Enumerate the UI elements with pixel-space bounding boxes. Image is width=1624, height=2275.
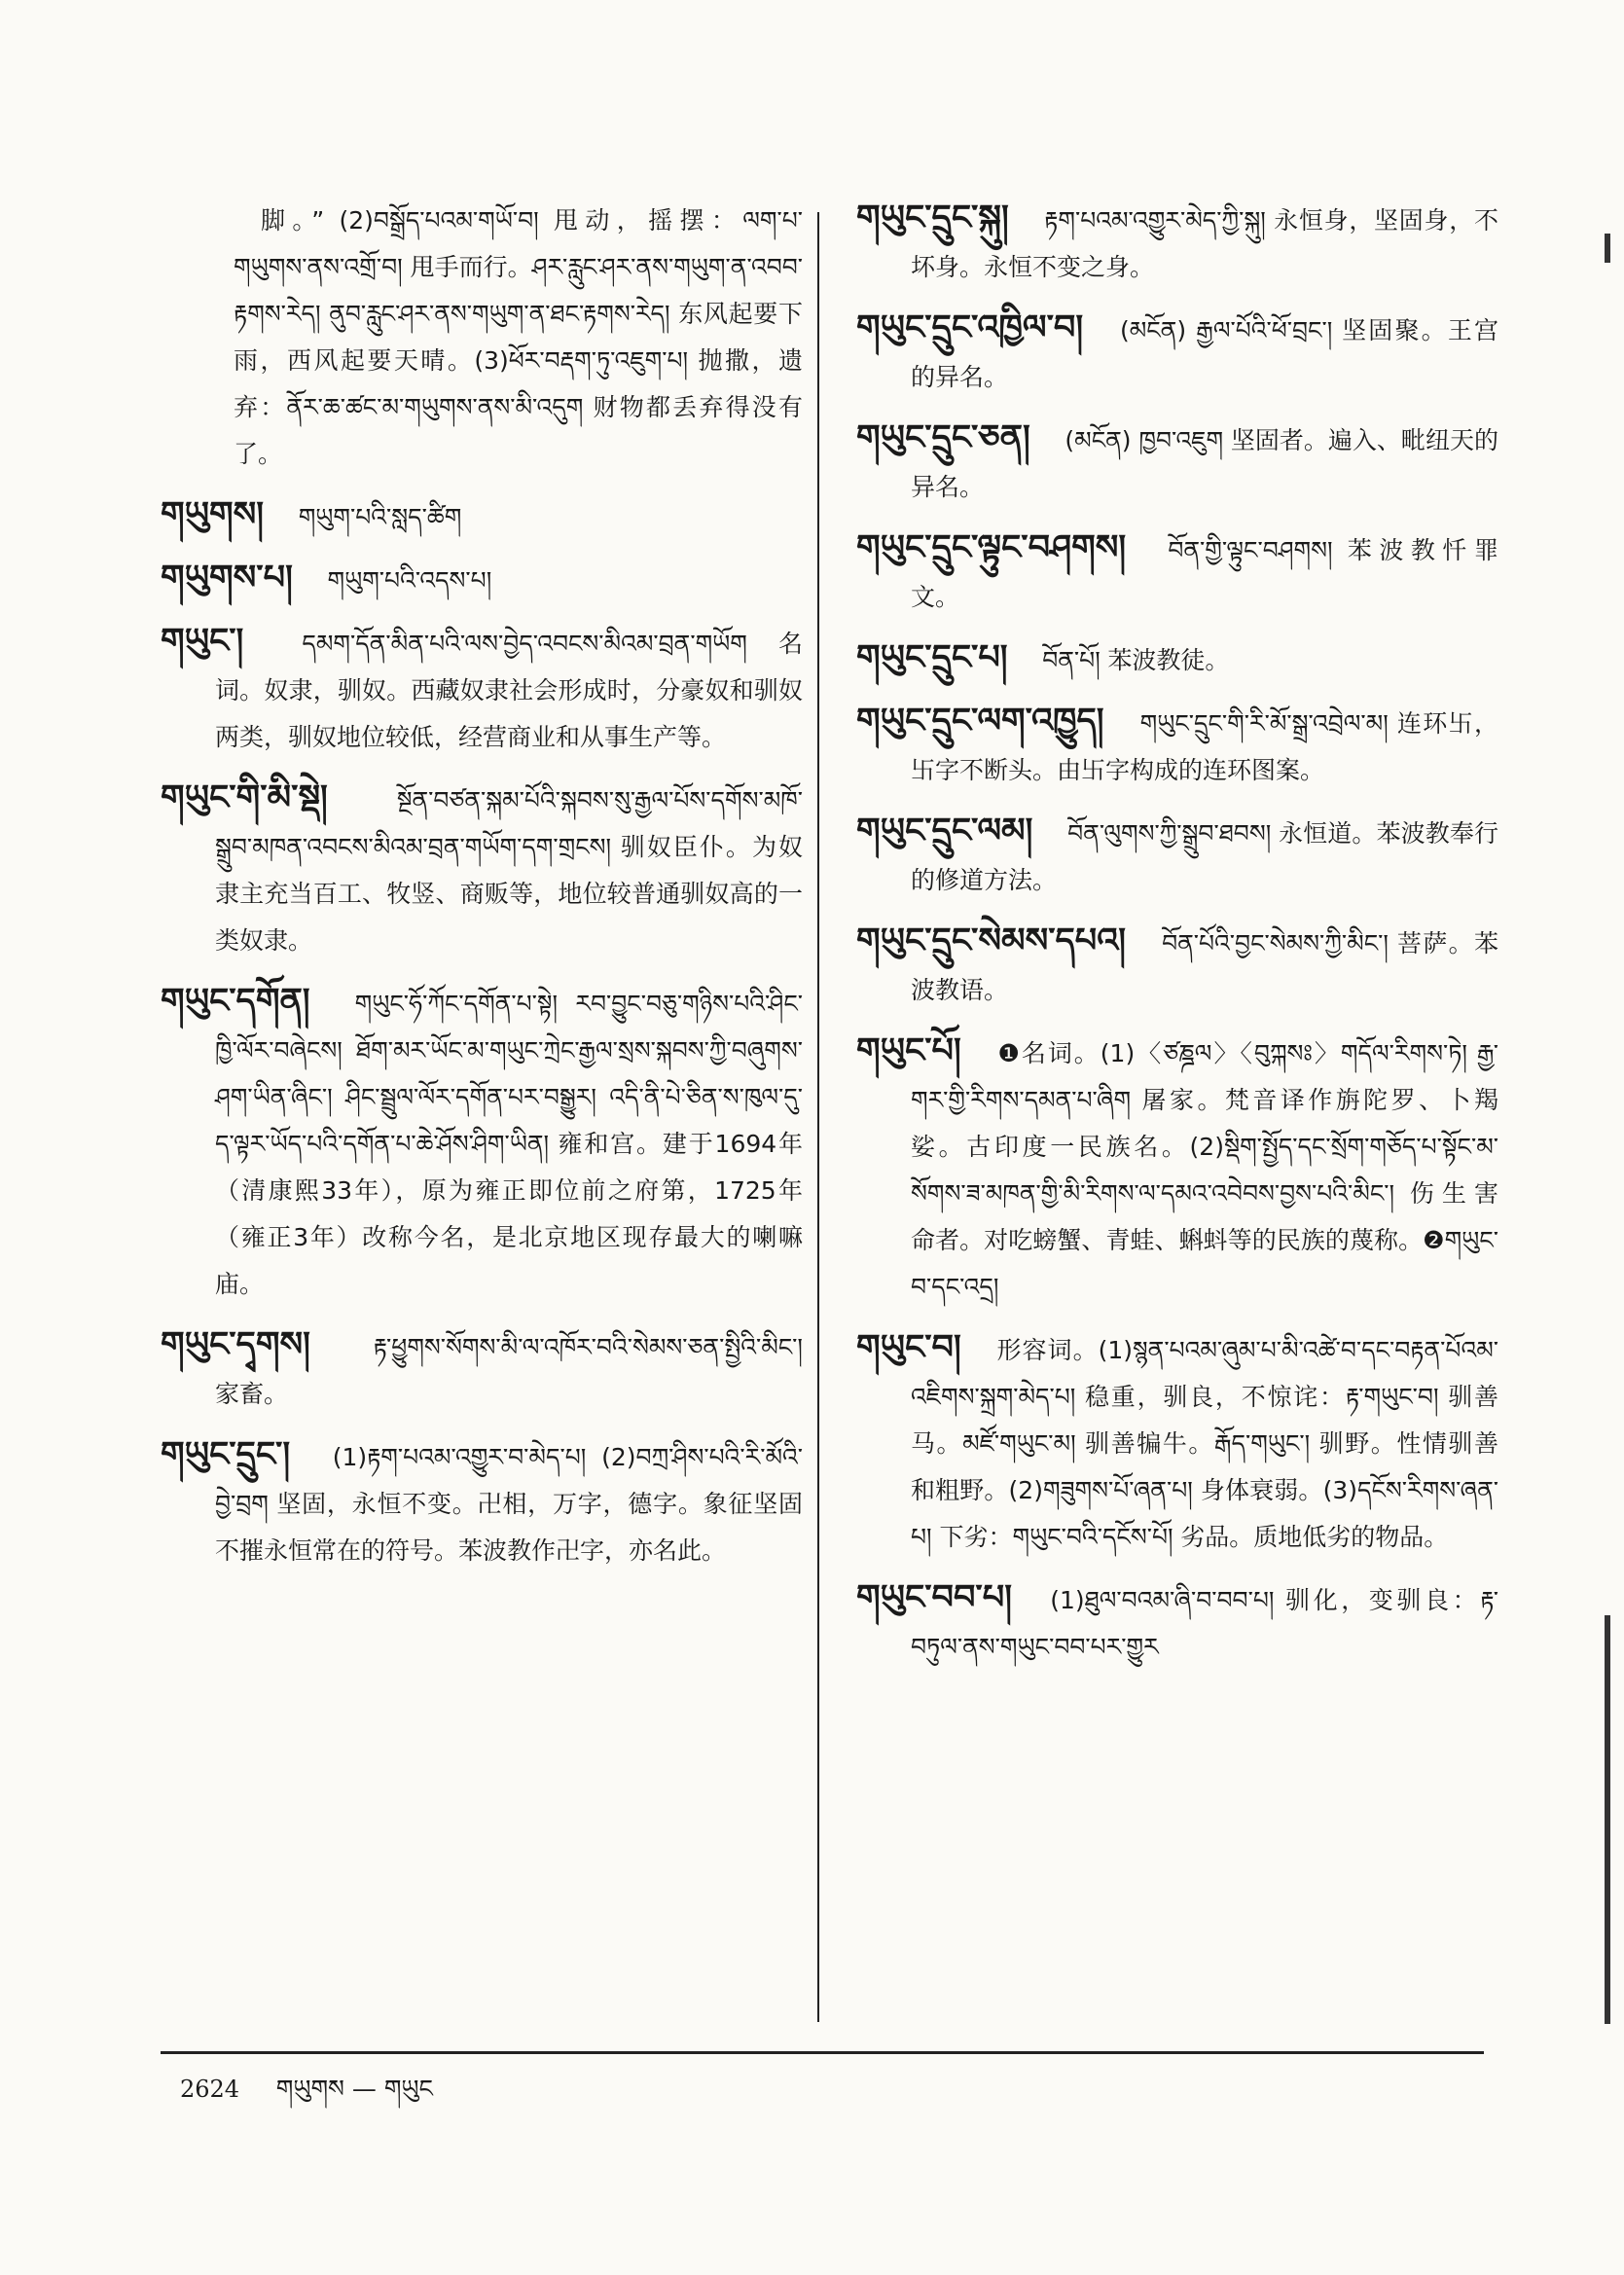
tibetan-definition: (1)རྟག་པའམ་འགྱུར་བ་མེད་པ། (2)བཀྲ་ཤིས་པའི་རི་མོའི་བྱེ་བྲག: [215, 1443, 803, 1518]
chinese-gloss: 苯波教徒。: [1107, 646, 1230, 674]
dictionary-entry: [161, 618, 803, 761]
headword: གཡུང་བ།: [856, 1328, 961, 1367]
footer-rule: [161, 2051, 1484, 2054]
chinese-gloss: 坚固者。遍入、毗纽天的异名。: [911, 426, 1498, 501]
dictionary-entry: [161, 195, 803, 478]
page-number: 2624: [180, 2076, 240, 2103]
tibetan-definition: 形容词。(1)སྙན་པའམ་ཞུམ་པ་མི་འཚེ་བ་དང་བརྟན་པོའམ་འཇིགས་སྐྲག་མེད་པ། 稳重，驯良，不惊诧：རྟ་གཡུང་བ། 驯善马。མཛོ་གཡུང་མ། 驯善犏牛。རྒོད་གཡུང་། 驯野。性情驯善和粗野。(2)གཟུགས་པོ་ཞན་པ། 身体衰弱。(3)དངོས་རིགས་ཞན་པ། 下劣：གཡུང་བའི་དངོས་པོ།: [911, 1336, 1498, 1551]
headword: གཡུང་དྲུང་ལྟུང་བཤགས།: [856, 528, 1127, 567]
headword: གཡུང་དྲུང་ཅན།: [856, 418, 1030, 457]
headword: གཡུང་དྲུང་སེམས་དཔའ།: [856, 921, 1127, 960]
chinese-gloss: 苯波教忏罪文。: [911, 536, 1498, 611]
dictionary-entry: [856, 634, 1498, 684]
tibetan-definition: (མངོན) ཁྱབ་འཇུག: [1065, 426, 1224, 454]
headword: གཡུང་དྲུང་འཁྱིལ་བ།: [856, 308, 1084, 347]
dictionary-entry: [856, 1028, 1498, 1311]
headword: གཡུང་གི་མི་སྡེ།: [161, 778, 328, 817]
chinese-gloss: 伤生害命者。对吃螃蟹、青蛙、蝌蚪等的民族的蔑称。❷གཡུང་བ་དང་འདྲ།: [911, 1179, 1498, 1301]
headword: གཡུགས།: [161, 495, 265, 534]
dictionary-entry: [856, 195, 1498, 291]
scan-edge-mark: [1605, 234, 1610, 263]
dictionary-entry: [161, 775, 803, 964]
chinese-gloss: 脚。” (2)བསྒྲོད་པའམ་གཡོ་བ། 甩动，摇摆：ལག་པ་གཡུགས་ནས་འགྲོ་བ། 甩手而行。ཤར་རླུང་ཤར་ནས་གཡུག་ན་འབབ་རྟགས་རེད། ནུབ་རླུང་ཤར་ནས་གཡུག་ན་ཐང་རྟགས་རེད། 东风起要下雨，西风起要天晴。(3)ཕོར་བརྡག་ཏུ་འཇུག་པ། 抛撒，遗弃：ནོར་ཆ་ཚང་མ་གཡུགས་ནས་མི་འདུག 财物都丢弃得没有了。: [234, 206, 803, 468]
chinese-gloss: 菩萨。苯波教语。: [911, 929, 1498, 1004]
page-range: གཡུགས — གཡུང: [275, 2075, 433, 2103]
dictionary-entry: [856, 1574, 1498, 1671]
tibetan-definition: ❶名词。(1)〈ཙཎྜལ〉〈བུཀྐསཿ〉གདོལ་རིགས་ཏེ། རྒྱ་གར་གྱི་རིགས་དམན་པ་ཞིག 屠家。梵音译作旃陀罗、卜羯娑。古印度一民族名。(2)སྡིག་སྤྱོད་དང་སྲོག་གཅོད་པ་སྟོང་མ་སོགས་ཟ་མཁན་གྱི་མི་རིགས་ལ་དམའ་འབེབས་བྱས་པའི་མིང་།: [911, 1039, 1499, 1208]
chinese-gloss: 家畜。: [215, 1380, 289, 1408]
tibetan-definition: བོན་པོའི་བྱང་སེམས་ཀྱི་མིང་།: [1162, 929, 1389, 957]
tibetan-definition: སྔོན་བཙན་སྐམ་པོའི་སྐབས་སུ་རྒྱལ་པོས་དགོས་མཁོ་སྒྲུབ་མཁན་འབངས་མིའམ་བྲན་གཡོག་དག་གྲངས།: [215, 786, 803, 861]
dictionary-entry: [856, 918, 1498, 1014]
tibetan-definition: བོན་པོ།: [1042, 646, 1101, 674]
tibetan-definition: གཡུང་དྲུང་གི་རི་མོ་སྒྲ་འབྲེལ་མ།: [1139, 709, 1389, 738]
scan-edge-mark: [1605, 1615, 1610, 2024]
headword: གཡུགས་པ།: [161, 559, 293, 597]
chinese-gloss: 雍和宫。建于1694年（清康熙33年），原为雍正即位前之府第，1725年（雍正3年）改称今名，是北京地区现存最大的喇嘛庙。: [215, 1130, 803, 1298]
dictionary-entry: [856, 524, 1498, 621]
dictionary-entry: [161, 1431, 803, 1574]
dictionary-entry: [856, 1324, 1498, 1561]
headword: གཡུང་དྲུང་པ།: [856, 638, 1008, 677]
tibetan-definition: བོན་གྱི་ལྟུང་བཤགས།: [1168, 536, 1333, 564]
tibetan-definition: བོན་ལུགས་ཀྱི་སྒྲུབ་ཐབས།: [1067, 819, 1272, 848]
dictionary-entry: [161, 1321, 803, 1418]
dictionary-entry: [161, 491, 803, 541]
tibetan-definition: གཡུང་ཧོ་ཀོང་དགོན་པ་སྟེ། རབ་བྱུང་བཅུ་གཉིས་པའི་ཤིང་ཁྱི་ལོར་བཞེངས། ཐོག་མར་ཡོང་མ་གཡུང་ཀྲེང་རྒྱལ་སྲས་སྐབས་ཀྱི་བཞུགས་ཤག་ཡིན་ཞིང་། ཤིང་སྦྲུལ་ལོར་དགོན་པར་བསྒྱུར། འདི་ནི་པེ་ཅིན་ས་ཁུལ་དུ་ད་ལྟར་ཡོད་པའི་དགོན་པ་ཆེ་ཤོས་ཤིག་ཡིན།: [215, 990, 803, 1158]
chinese-gloss: 永恒身，坚固身，不坏身。永恒不变之身。: [911, 206, 1498, 281]
dictionary-entry: [161, 978, 803, 1308]
dictionary-entry: [856, 698, 1498, 794]
headword: གཡུང་བབ་པ།: [856, 1578, 1012, 1617]
headword: གཡུང་དགོན།: [161, 982, 310, 1021]
chinese-gloss: 坚固聚。王宫的异名。: [911, 316, 1498, 391]
headword: གཡུང་དྲུང་ལམ།: [856, 812, 1033, 850]
tibetan-definition: རྟག་པའམ་འགྱུར་མེད་ཀྱི་སྐུ།: [1044, 206, 1266, 235]
headword: གཡུང་དྭགས།: [161, 1325, 310, 1364]
headword: གཡུང་དྲུང་།: [161, 1435, 291, 1474]
chinese-gloss: 坚固，永恒不变。卍相，万字，德字。象征坚固不摧永恒常在的符号。苯波教作卍字，亦名此。: [215, 1490, 803, 1565]
headword: གཡུང་།: [161, 622, 244, 661]
chinese-gloss: 驯奴臣仆。为奴隶主充当百工、牧竖、商贩等，地位较普通驯奴高的一类奴隶。: [215, 833, 803, 955]
dictionary-entry: [856, 808, 1498, 904]
tibetan-definition: གཡུག་པའི་འདས་པ།: [327, 566, 492, 595]
dictionary-entry: [161, 555, 803, 604]
right-column: [856, 195, 1498, 1684]
tibetan-definition: (མངོན) རྒྱལ་པོའི་ཕོ་བྲང་།: [1119, 316, 1333, 344]
chinese-gloss: 连环卐，卐字不断头。由卐字构成的连环图案。: [911, 709, 1498, 784]
tibetan-definition: གཡུག་པའི་སླད་ཚིག: [298, 503, 462, 531]
headword: གཡུང་པོ།: [856, 1031, 961, 1070]
dictionary-entry: [856, 305, 1498, 401]
chinese-gloss: 永恒道。苯波教奉行的修道方法。: [911, 819, 1498, 894]
left-column: [161, 195, 803, 1588]
headword: གཡུང་དྲུང་ལག་འཁྱུད།: [856, 702, 1104, 740]
tibetan-definition: དམག་དོན་མིན་པའི་ལས་བྱེད་འབངས་མིའམ་བྲན་གཡོག: [302, 630, 747, 658]
headword: གཡུང་དྲུང་སྐུ།: [856, 199, 1009, 237]
dictionary-entry: [856, 415, 1498, 511]
chinese-gloss: 劣品。质地低劣的物品。: [1180, 1523, 1449, 1551]
tibetan-definition: (1)ཐུལ་བའམ་ཞི་བ་བབ་པ། 驯化，变驯良：རྟ་བཏུལ་ནས་གཡུང་བབ་པར་གྱུར: [911, 1586, 1498, 1661]
column-divider: [817, 212, 819, 2022]
chinese-gloss: 名词。奴隶，驯奴。西藏奴隶社会形成时，分豪奴和驯奴两类，驯奴地位较低，经营商业和从事生产等。: [215, 630, 803, 751]
page-footer: [180, 2061, 462, 2130]
tibetan-definition: རྟ་ཕྱུགས་སོགས་མི་ལ་འཁོར་བའི་སེམས་ཅན་སྤྱིའི་མིང་།: [373, 1333, 803, 1361]
